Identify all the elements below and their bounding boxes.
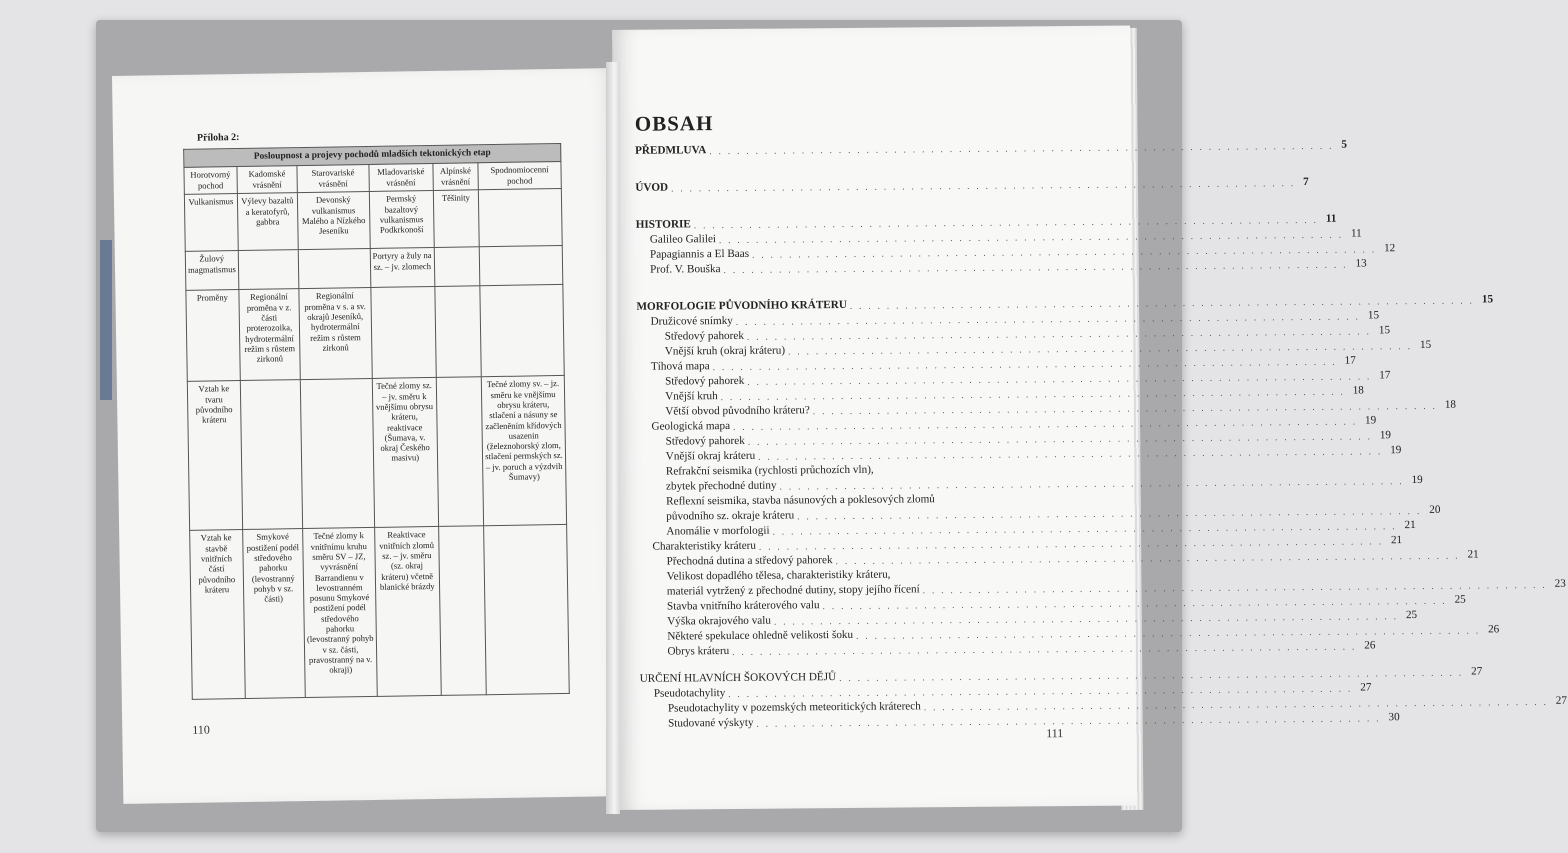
toc-entry-title: Vnější okraj kráteru bbox=[665, 449, 756, 463]
toc-entry-page: 7 bbox=[1303, 175, 1309, 188]
table-cell bbox=[478, 189, 562, 247]
toc-leader-dots: .................................................................... bbox=[788, 340, 1418, 357]
column-header: Spodnomiocenní pochod bbox=[478, 162, 561, 190]
toc-entry bbox=[635, 138, 1347, 157]
toc-entry-title: Družicové snímky bbox=[650, 314, 733, 328]
table-cell bbox=[240, 380, 303, 530]
toc-entry-title: Prof. V. Bouška bbox=[650, 263, 721, 276]
toc-leader-dots: .................................................................... bbox=[671, 178, 1301, 194]
toc-entry-page: 21 bbox=[1390, 534, 1403, 547]
table-cell: Tečné zlomy k vnitřnímu kruhu směru SV – JZ, vyvrásnění Barrandienu v levostranném posunu Smykové postižení podél středového pahorku (levostranný pohyb v sz. části, pravostranný na v. okraji) bbox=[303, 528, 377, 698]
toc-entry-title: Výška okrajového valu bbox=[667, 614, 771, 628]
table-cell: Tečné zlomy sz. – jv. směru k vnějšímu obrysu kráteru, reaktivace (Šumava, v. okraj Českého masivu) bbox=[372, 378, 438, 528]
toc-leader-dots: .................................................................... bbox=[797, 505, 1427, 522]
table-row bbox=[190, 525, 570, 700]
table-row bbox=[187, 376, 566, 531]
table-cell bbox=[438, 526, 486, 696]
toc-entry-title: Anomálie v morfologii bbox=[666, 524, 770, 538]
toc-entry-page: 15 bbox=[1481, 293, 1494, 306]
toc-entry-page: 11 bbox=[1350, 227, 1362, 240]
toc-leader-dots: .................................................................... bbox=[720, 386, 1350, 403]
table-cell: Žulový magmatismus bbox=[185, 251, 238, 291]
toc-leader-dots: .................................................................... bbox=[835, 550, 1465, 567]
toc-entry-title: Pseudotachylity v pozemských meteoritických kráterech bbox=[667, 700, 921, 715]
toc-entry-page: 17 bbox=[1344, 354, 1356, 367]
toc-leader-dots: .................................................................... bbox=[758, 446, 1388, 462]
table-cell bbox=[238, 250, 299, 290]
table-cell bbox=[436, 377, 484, 527]
toc-entry-page: 15 bbox=[1419, 338, 1432, 351]
toc-leader-dots: .................................................................... bbox=[747, 371, 1377, 387]
toc-entry-title: URČENÍ HLAVNÍCH ŠOKOVÝCH DĚJŮ bbox=[639, 671, 837, 685]
toc-entry-page: 26 bbox=[1487, 623, 1500, 636]
toc-leader-dots: .................................................................... bbox=[723, 259, 1353, 276]
toc-entry-title: Středový pahorek bbox=[665, 434, 745, 448]
column-header: Starovariské vrásnění bbox=[297, 165, 369, 193]
toc-leader-dots: .................................................................... bbox=[752, 244, 1382, 260]
toc-heading: OBSAH bbox=[634, 111, 714, 136]
page-number-left: 110 bbox=[192, 722, 210, 737]
toc-entry-title: Papagiannis a El Baas bbox=[649, 247, 750, 261]
toc-entry-title: Obrys kráteru bbox=[667, 645, 730, 658]
toc-entry-title: Velikost dopadlého tělesa, charakteristiky kráteru, bbox=[666, 568, 891, 583]
table-cell bbox=[435, 286, 482, 378]
toc-leader-dots: .................................................................... bbox=[747, 431, 1377, 447]
toc-entry bbox=[636, 257, 1367, 276]
toc-entry-title: Stavba vnitřního kráterového valu bbox=[666, 599, 820, 613]
toc-leader-dots: .................................................................... bbox=[758, 536, 1388, 552]
toc-entry-page: 19 bbox=[1390, 444, 1402, 457]
cover-spine-strip bbox=[100, 240, 112, 400]
table-cell bbox=[480, 285, 564, 377]
table-of-contents bbox=[635, 138, 1568, 730]
toc-leader-dots: .................................................................... bbox=[728, 683, 1358, 700]
toc-entry-title: Tíhová mapa bbox=[650, 360, 710, 373]
toc-leader-dots: .................................................................... bbox=[733, 416, 1363, 432]
toc-entry-page: 25 bbox=[1405, 608, 1418, 622]
toc-entry bbox=[640, 711, 1400, 730]
left-page bbox=[112, 68, 629, 804]
appendix-label: Příloha 2: bbox=[196, 132, 240, 144]
toc-entry-title: Pseudotachylity bbox=[653, 687, 726, 700]
table-row bbox=[186, 285, 564, 382]
toc-entry-title: Reflexní seismika, stavba násunových a poklesových zlomů bbox=[666, 493, 935, 508]
toc-entry-title: Refrakční seismika (rychlosti průchozích vln), bbox=[665, 463, 874, 478]
column-header: Mladovariské vrásnění bbox=[369, 164, 433, 192]
toc-entry-page: 15 bbox=[1367, 309, 1380, 322]
table-cell bbox=[300, 379, 374, 529]
toc-leader-dots: .................................................................... bbox=[849, 295, 1479, 311]
table-cell bbox=[479, 246, 563, 286]
toc-entry-page: 19 bbox=[1379, 429, 1392, 442]
toc-entry-page: 11 bbox=[1325, 212, 1337, 225]
table-cell: Permský bazaltový vulkanismus Podkrkonoší bbox=[369, 191, 434, 249]
table-row bbox=[184, 189, 562, 252]
table-cell: Výlevy bazaltů a keratofyrů, gabbra bbox=[237, 193, 298, 251]
toc-leader-dots: .................................................................... bbox=[712, 356, 1342, 373]
table-cell: Těšinity bbox=[433, 190, 479, 248]
toc-entry-page: 12 bbox=[1383, 242, 1396, 255]
toc-entry-page: 20 bbox=[1429, 503, 1441, 516]
book-gutter bbox=[606, 62, 620, 814]
page-number-right: 111 bbox=[1046, 726, 1064, 741]
toc-entry-page: 21 bbox=[1467, 548, 1479, 561]
toc-entry-page: 13 bbox=[1355, 257, 1367, 270]
toc-leader-dots: .................................................................... bbox=[812, 400, 1442, 417]
toc-entry-page: 23 bbox=[1554, 577, 1566, 590]
toc-entry-title: ÚVOD bbox=[635, 181, 669, 194]
toc-leader-dots: .................................................................... bbox=[839, 667, 1469, 684]
toc-entry-title: Přechodná dutina a středový pahorek bbox=[666, 554, 833, 568]
table-cell: Reaktivace vnitřních zlomů sz. – jv. směru (sz. okraj kráteru) včetně blanické brázdy bbox=[374, 527, 441, 697]
table-cell bbox=[298, 249, 370, 289]
toc-entry-page: 19 bbox=[1411, 473, 1423, 487]
toc-entry-title: Galileo Galilei bbox=[649, 233, 717, 246]
toc-leader-dots: .................................................................... bbox=[732, 641, 1362, 657]
table-cell: Regionální proměna v z. části proterozoika, hydrotermální režim s růstem zirkonů bbox=[239, 289, 301, 381]
right-page bbox=[612, 25, 1568, 809]
table-cell: Vztah ke stavbě vnitřních částí původního kráteru bbox=[190, 530, 245, 700]
toc-entry-page: 27 bbox=[1471, 665, 1483, 678]
table-cell: Vulkanismus bbox=[184, 194, 238, 252]
table-cell: Proměny bbox=[186, 290, 240, 382]
table-row bbox=[185, 246, 563, 291]
toc-entry bbox=[635, 175, 1309, 194]
table-cell: Devonský vulkanismus Malého a Nízkého Jeseníku bbox=[297, 192, 370, 250]
toc-entry-title: Středový pahorek bbox=[664, 329, 744, 343]
toc-entry-title: Studované výskyty bbox=[668, 716, 754, 730]
toc-entry-title: Vnější kruh (okraj kráteru) bbox=[664, 344, 786, 358]
toc-entry-page: 30 bbox=[1388, 711, 1400, 724]
toc-leader-dots: .................................................................... bbox=[822, 595, 1452, 612]
table-cell bbox=[434, 247, 480, 287]
toc-leader-dots: .................................................................... bbox=[772, 521, 1402, 537]
column-header: Horotvorný pochod bbox=[184, 167, 237, 195]
toc-leader-dots: .................................................................... bbox=[709, 140, 1339, 157]
toc-entry-page: 21 bbox=[1404, 519, 1416, 532]
toc-entry-title: Středový pahorek bbox=[665, 374, 745, 388]
table-cell bbox=[484, 525, 570, 695]
toc-entry-title: PŘEDMLUVA bbox=[635, 144, 707, 157]
toc-leader-dots: .................................................................... bbox=[923, 696, 1553, 713]
toc-entry-page: 18 bbox=[1352, 384, 1364, 397]
toc-entry-title: Některé spekulace ohledně velikosti šoku bbox=[667, 628, 854, 643]
toc-entry-title: Vnější kruh bbox=[665, 390, 718, 403]
toc-entry-title: Větší obvod původního kráteru? bbox=[665, 404, 810, 418]
toc-leader-dots: .................................................................... bbox=[856, 625, 1486, 641]
table-cell bbox=[371, 287, 436, 379]
toc-entry-title: HISTORIE bbox=[635, 218, 691, 231]
table-cell: Portyry a žuly na sz. – jv. zlomech bbox=[370, 248, 435, 288]
toc-entry-page: 26 bbox=[1364, 639, 1376, 652]
toc-entry-page: 19 bbox=[1364, 414, 1377, 427]
toc-entry bbox=[639, 639, 1376, 658]
toc-leader-dots: .................................................................... bbox=[718, 229, 1349, 246]
toc-entry-title: Geologická mapa bbox=[651, 419, 731, 433]
toc-entry-page: 15 bbox=[1378, 324, 1391, 337]
toc-entry-page: 17 bbox=[1379, 369, 1391, 382]
table-title: Posloupnost a projevy pochodů mladších tektonických etap bbox=[184, 143, 561, 167]
toc-entry-title: materiál vytržený z přechodné dutiny, stopy jejího řícení bbox=[666, 583, 920, 598]
toc-entry-title: Charakteristiky kráteru bbox=[652, 539, 757, 553]
toc-leader-dots: .................................................................... bbox=[922, 579, 1552, 596]
table-cell: Vztah ke tvaru původního kráteru bbox=[187, 381, 242, 531]
toc-entry-page: 18 bbox=[1444, 398, 1457, 411]
toc-entry-title: MORFOLOGIE PŮVODNÍHO KRÁTERU bbox=[636, 298, 847, 313]
toc-entry-page: 27 bbox=[1360, 681, 1372, 694]
column-header: Kadomské vrásnění bbox=[237, 166, 298, 194]
toc-leader-dots: .................................................................... bbox=[779, 476, 1409, 492]
toc-leader-dots: .................................................................... bbox=[773, 611, 1403, 627]
toc-entry-title: zbytek přechodné dutiny bbox=[665, 479, 777, 493]
toc-entry-page: 5 bbox=[1341, 138, 1347, 151]
toc-entry-title: původního sz. okraje kráteru bbox=[666, 509, 795, 523]
table-cell: Smykové postižení podél středového pahorku (levostranný pohyb v sz. části) bbox=[242, 529, 305, 699]
toc-leader-dots: .................................................................... bbox=[746, 326, 1376, 342]
column-header: Alpínské vrásnění bbox=[433, 163, 479, 191]
toc-entry-page: 25 bbox=[1454, 593, 1466, 606]
toc-leader-dots: .................................................................... bbox=[735, 311, 1365, 327]
table-cell: Regionální proměna v s. a sv. okrajů Jeseníků, hydrotermální režim s růstem zirkonů bbox=[299, 288, 372, 380]
toc-entry-page: 27 bbox=[1555, 694, 1568, 707]
toc-leader-dots: .................................................................... bbox=[756, 713, 1386, 729]
toc-leader-dots: .................................................................... bbox=[693, 214, 1323, 231]
table-cell: Tečné zlomy sv. – jz. směru ke vnějšímu obrysu kráteru, stlačení a násuny se začleněním křídových usazenin (železnohorský zlom, stlačení permských sz. – jv. poruch a výzdvih Šumavy) bbox=[481, 376, 566, 526]
tectonic-table bbox=[183, 143, 570, 700]
